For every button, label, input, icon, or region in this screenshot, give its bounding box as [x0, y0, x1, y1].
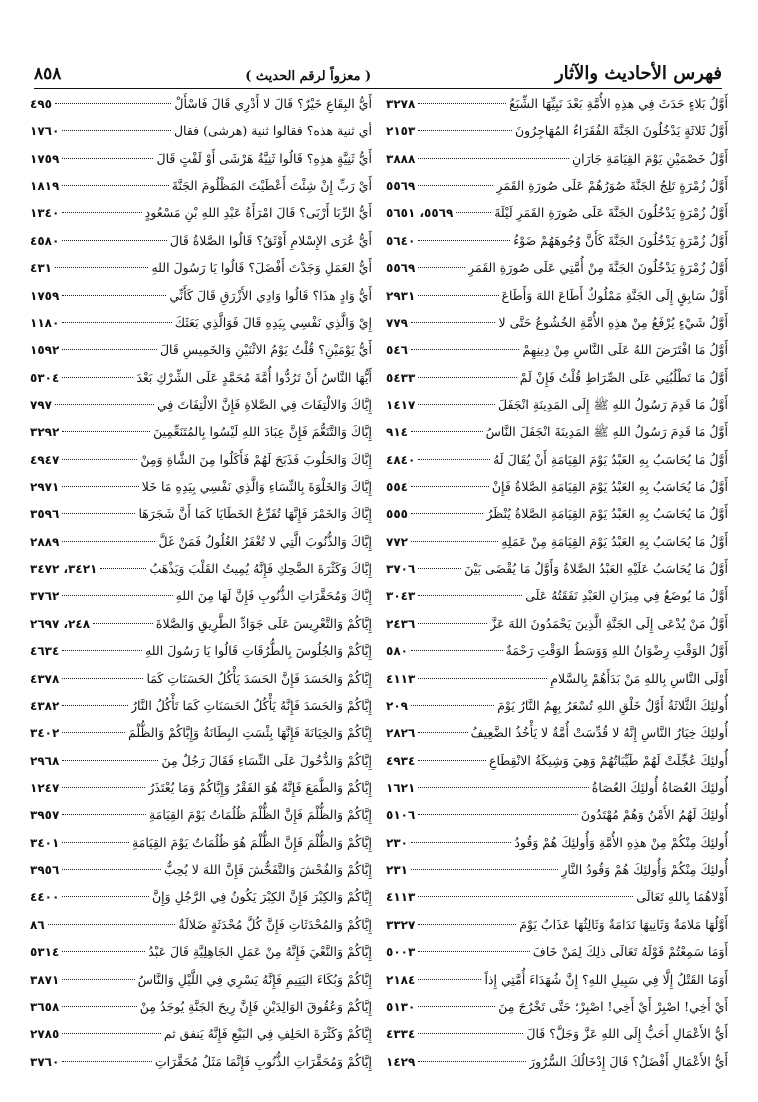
- entry-ref-number: ٥٦٤٠: [386, 233, 416, 248]
- entry-ref-number: ٤٣١: [30, 261, 52, 276]
- leader-dots: [62, 431, 150, 432]
- entry-text: أَوَّلُ بَلاءٍ حَدَثَ فِي هذِهِ الأُمَّةِ بَعْدَ نَبِيِّهَا الشِّبَعُ: [509, 96, 728, 111]
- leader-dots: [55, 267, 148, 268]
- leader-dots: [418, 377, 516, 378]
- entry-ref-number: ٥١٣٠: [386, 999, 416, 1014]
- entry-ref-number: ٥٣٠٤: [30, 370, 60, 385]
- index-entry: [386, 145, 728, 172]
- entry-ref-number: ٤٣٨٢: [30, 698, 60, 713]
- entry-text: أَيُّهَا النَّاسُ أَنْ تَرُدُّوا أُمَّةَ مُحَمَّدٍ عَلَى الشِّرْكِ بَعْدَ: [136, 369, 372, 385]
- entry-ref-number: ٣٧٦٠: [30, 1054, 60, 1069]
- page-header: [34, 58, 722, 89]
- entry-text: إِيَّاكُمْ وَبُكَاءَ اليَتِيمِ فَإِنَّهُ يَسْرِي فِي اللَّيْلِ وَالنَّاسُ: [137, 971, 372, 987]
- leader-dots: [418, 787, 589, 788]
- index-entry: [386, 309, 728, 336]
- entry-text: أُولئِكَ عُجِّلَتْ لَهُمْ طَيِّبَاتُهُمْ وَهِيَ وَشِيكَةُ الانْقِطَاعِ: [488, 752, 728, 768]
- entry-text: إِيَّاكُمْ وَكَثْرَةَ الحَلِفِ فِي البَيْعِ فَإِنَّهُ يَنفق ثم: [163, 1026, 372, 1042]
- index-columns: [30, 90, 728, 1075]
- entry-text: إِيَّاكُمْ وَالدُّخُولَ عَلَى النِّسَاءِ فَقَالَ رَجُلٌ مِنَ: [161, 752, 372, 768]
- index-entry: [30, 418, 372, 445]
- page-number: ٨٥٨: [34, 64, 62, 84]
- index-entry: [386, 637, 728, 664]
- leader-dots: [62, 240, 167, 241]
- index-entry: [386, 856, 728, 883]
- index-entry: [30, 90, 372, 117]
- entry-ref-number: ٥٤٣٣: [386, 370, 416, 385]
- index-entry: [386, 719, 728, 746]
- leader-dots: [62, 1061, 152, 1062]
- entry-ref-number: ٢٤٣٦: [386, 616, 416, 631]
- entry-text: أَوَمَا سَمِعْتُمْ قَوْلَهُ تَعَالَى ذلِكَ لِمَنْ خَافَ: [532, 944, 728, 960]
- leader-dots: [62, 212, 141, 213]
- index-entry: [30, 938, 372, 965]
- leader-dots: [62, 185, 168, 186]
- leader-dots: [418, 459, 490, 460]
- leader-dots: [55, 103, 171, 104]
- entry-ref-number: ٢٩٧١: [30, 480, 60, 495]
- index-entry: [386, 336, 728, 363]
- leader-dots: [418, 404, 495, 405]
- index-entry: [386, 117, 728, 144]
- entry-text: أَوَّلُ مَا قَدِمَ رَسُولُ اللهِ ﷺ المَدِينَةَ انْجَفَلَ النَّاسُ: [485, 424, 728, 440]
- entry-ref-number: ٤٩٥: [30, 97, 52, 111]
- leader-dots: [418, 924, 516, 925]
- entry-ref-number: ٧٩٧: [30, 397, 52, 412]
- leader-dots: [418, 240, 510, 241]
- index-entry: [386, 774, 728, 801]
- index-entry: [386, 418, 728, 445]
- entry-text: إِيَّاكَ وَالخَلْوَةَ بِالنِّسَاءِ وَالَّذِي نَفْسِي بِيَدِهِ مَا خَلا: [141, 479, 372, 495]
- leader-dots: [62, 869, 161, 870]
- entry-text: أَيْ رَبِّ إِنْ شِئْتَ أَعْطَيْتَ المَظْلُومَ الجَنَّةَ: [171, 178, 372, 194]
- entry-text: إِيَّاكُمْ وَالحَسَدَ فَإِنَّهُ يَأْكُلُ الحَسَنَاتِ كَمَا تَأْكُلُ النَّارُ: [130, 697, 372, 713]
- leader-dots: [418, 1061, 526, 1062]
- entry-text: أَوَّلُ سَابِقٍ إِلَى الجَنَّةِ مَمْلُوكٌ أَطَاعَ اللهَ وَأَطَاعَ: [501, 287, 728, 303]
- entry-ref-number: ١٧٥٩: [30, 151, 60, 166]
- leader-dots: [456, 212, 491, 213]
- entry-text: أَوَّلُ مَا تَطْلُبُنِي عَلَى الصِّرَاطِ قُلْتُ فَإِنْ لَمْ: [519, 369, 728, 385]
- leader-dots: [62, 951, 145, 952]
- index-entry: [30, 309, 372, 336]
- index-entry: [386, 555, 728, 582]
- entry-text: أَوَّلُهَا مَلامَةٌ وَثَانِيهَا نَدَامَةٌ وَثَالِثُهَا عَذَابٌ يَوْمَ: [519, 916, 728, 932]
- entry-text: أَيُّ الأَعْمَالِ أَفْضَلُ؟ قَالَ إِدْخَالُكَ السُّرُورَ: [529, 1053, 728, 1069]
- entry-ref-number: ١٤٢٩: [386, 1054, 416, 1069]
- entry-ref-number: ١٣٤٠: [30, 206, 60, 221]
- leader-dots: [62, 705, 128, 706]
- entry-text: أَيُّ ثَنِيَّةٍ هذِهِ؟ قَالُوا ثَنِيَّةُ هَرْشَى أَوْ لَفْتٍ قَالَ: [156, 150, 372, 166]
- leader-dots: [93, 623, 153, 624]
- leader-dots: [411, 869, 558, 870]
- entry-text: أَوَّلُ مَا يُحَاسَبُ بِهِ العَبْدُ يَوْمَ القِيَامَةِ أَنْ يُقَالَ لَهُ: [493, 451, 728, 467]
- entry-text: أَوَّلُ مَا يُحَاسَبُ بِهِ العَبْدُ يَوْمَ القِيَامَةِ الصَّلاةُ فَإِنْ: [491, 479, 728, 495]
- entry-text: أَوَّلُ مَنْ يُدْعَى إِلَى الجَنَّةِ الَّذِينَ يَحْمَدُونَ اللهَ عَزَّ: [490, 615, 728, 631]
- entry-text: أَوَّلُ مَا يُحَاسَبُ بِهِ العَبْدُ يَوْمَ القِيَامَةِ الصَّلاةُ يُنْظَرُ: [486, 506, 728, 522]
- entry-text: إِيَّاكَ وَمُحَقَّرَاتِ الذُّنُوبِ فَإِنَّ لَهَا مِنَ اللهِ: [175, 588, 372, 604]
- entry-ref-number: ٥٣١٤: [30, 945, 60, 960]
- entry-ref-number: ٢٨٨٩: [30, 534, 60, 549]
- entry-ref-number: ١٢٤٧: [30, 780, 60, 795]
- entry-text: أَوْلَى النَّاسِ بِاللهِ مَنْ بَدَأَهُمْ بِالسَّلامِ: [550, 670, 728, 686]
- index-entry: [386, 391, 728, 418]
- leader-dots: [100, 568, 146, 569]
- leader-dots: [62, 541, 155, 542]
- entry-ref-number: ٣٩٥٧: [30, 808, 60, 823]
- index-entry: [386, 254, 728, 281]
- entry-ref-number: ١٤١٧: [386, 397, 416, 412]
- leader-dots: [62, 595, 172, 596]
- entry-ref-number: ٩١٤: [386, 425, 408, 440]
- leader-dots: [418, 295, 498, 296]
- leader-dots: [62, 295, 166, 296]
- entry-text: أَوَّلُ مَا قَدِمَ رَسُولُ اللهِ ﷺ إِلَى المَدِينَةِ انْجَفَلَ: [498, 396, 728, 412]
- index-entry: [30, 364, 372, 391]
- leader-dots: [55, 404, 154, 405]
- leader-dots: [62, 486, 139, 487]
- entry-ref-number: ٣٧٠٦: [386, 562, 416, 577]
- entry-text: إِيَّاكُمْ وَالكِبْرَ فَإِنَّ الكِبْرَ يَكُونُ فِي الرَّجُلِ وَإِنَّ: [151, 889, 372, 905]
- entry-text: أُولئِكَ العُصَاةُ أُولئِكَ العُصَاةُ: [591, 779, 728, 795]
- entry-ref-number: ١٧٥٩: [30, 288, 60, 303]
- entry-ref-number: ٤٦٣٤: [30, 644, 60, 659]
- index-subtitle: ( معزواً لرقم الحديث ): [245, 69, 372, 84]
- entry-ref-number: ٣٢٩٢: [30, 425, 60, 440]
- leader-dots: [62, 322, 171, 323]
- leader-dots: [411, 705, 494, 706]
- leader-dots: [418, 103, 506, 104]
- entry-ref-number: ٣٧٦٢: [30, 589, 60, 604]
- leader-dots: [418, 979, 481, 980]
- index-entry: [386, 282, 728, 309]
- entry-text: إِيَّاكَ وَالتَّنَعُّمَ فَإِنَّ عِبَادَ اللهِ لَيْسُوا بِالمُتَنَعِّمِينَ: [153, 424, 372, 440]
- entry-ref-number: ٣٩٥٦: [30, 863, 60, 878]
- index-entry: [30, 199, 372, 226]
- entry-text: إِيَّاكُمْ وَالخِيَانَةَ فَإِنَّهَا بِئْسَتِ البِطَانَةُ وَإِيَّاكُمْ وَالظُّلْمَ: [128, 725, 372, 741]
- leader-dots: [48, 924, 176, 925]
- leader-dots: [418, 1006, 495, 1007]
- leader-dots: [62, 130, 171, 131]
- entry-ref-number: ٤٤٠٠: [30, 890, 60, 905]
- index-entry: [386, 227, 728, 254]
- index-entry: [30, 665, 372, 692]
- entry-text: إِيَّاكُمْ وَالتَّعْرِيسَ عَلَى جَوَادِّ الطَّرِيقِ وَالصَّلاةَ: [155, 615, 372, 631]
- entry-ref-number: ٣٠٤٣: [386, 589, 416, 604]
- index-entry: [30, 747, 372, 774]
- leader-dots: [411, 842, 511, 843]
- leader-dots: [62, 979, 134, 980]
- leader-dots: [62, 377, 133, 378]
- entry-ref-number: ١٥٩٢: [30, 343, 60, 358]
- index-entry: [30, 610, 372, 637]
- index-entry: [30, 336, 372, 363]
- entry-ref-number: ٤١١٣: [386, 671, 416, 686]
- leader-dots: [62, 1033, 161, 1034]
- index-entry: [386, 665, 728, 692]
- entry-text: أَوَّلُ خَصْمَيْنِ يَوْمَ القِيَامَةِ جَارَانِ: [571, 150, 728, 166]
- entry-text: أَوَّلُ الوَقْتِ رِضْوَانُ اللهِ وَوَسَطُ الوَقْتِ رَحْمَةٌ: [505, 643, 728, 659]
- index-entry: [30, 692, 372, 719]
- entry-ref-number: ٥١٠٦: [386, 808, 416, 823]
- entry-text: أَوَّلُ زُمْرَةٍ يَدْخُلُونَ الجَنَّةَ كَأَنَّ وُجُوهَهُمْ ضَوْءُ: [513, 232, 728, 248]
- leader-dots: [411, 349, 520, 350]
- leader-dots: [62, 732, 125, 733]
- entry-text: أَيْ أَخِي! اصْبِرْ أَيْ أَخِي! اصْبِرْ؛ حَتَّى تَخْرُجَ مِنَ: [498, 998, 728, 1014]
- entry-text: أَوَّلُ مَا افْتَرَضَ اللهُ عَلَى النَّاسِ مِنْ دِينِهِمْ: [522, 342, 728, 358]
- leader-dots: [418, 267, 465, 268]
- entry-ref-number: ٥٤٦: [386, 343, 408, 358]
- leader-dots: [418, 568, 461, 569]
- index-title: فهرس الأحاديث والآثار: [554, 63, 722, 84]
- entry-ref-number: ٧٧٩: [386, 315, 408, 330]
- index-entry: [30, 911, 372, 938]
- index-entry: [386, 883, 728, 910]
- leader-dots: [418, 623, 487, 624]
- index-entry: [386, 993, 728, 1020]
- index-entry: [30, 555, 372, 582]
- entry-ref-number: ٥٠٠٣: [386, 945, 416, 960]
- entry-ref-number: ٤٩٤٧: [30, 452, 60, 467]
- leader-dots: [62, 349, 157, 350]
- index-entry: [30, 637, 372, 664]
- entry-ref-number: ٣٨٧١: [30, 972, 60, 987]
- index-entry: [386, 582, 728, 609]
- entry-ref-number: ١١٨٠: [30, 315, 60, 330]
- entry-text: أَوَّلُ مَا يُحَاسَبُ عَلَيْهِ العَبْدُ الصَّلاةُ وَأَوَّلُ مَا يُقْضَى بَيْنَ: [464, 561, 728, 577]
- entry-ref-number: ٢٠٩: [386, 698, 408, 713]
- index-entry: [386, 1020, 728, 1047]
- entry-ref-number: ٤٣٣٤: [386, 1027, 416, 1042]
- entry-text: إِيَّاكَ وَالحَلُوبَ فَذَبَحَ لَهُمْ فَأَكَلُوا مِنَ الشَّاةِ وَمِنْ: [140, 451, 372, 467]
- index-entry: [30, 1020, 372, 1047]
- entry-ref-number: ٤١١٣: [386, 890, 416, 905]
- leader-dots: [62, 158, 153, 159]
- leader-dots: [62, 459, 137, 460]
- index-entry: [386, 364, 728, 391]
- entry-text: أُولئِكَ مِنْكُمْ وَأُولئِكَ هُمْ وَقُودُ النَّارِ: [561, 862, 728, 878]
- entry-ref-number: ٣٤٠١: [30, 835, 60, 850]
- entry-text: أَيُّ الأَعْمَالِ أَحَبُّ إِلَى اللهِ عَزَّ وَجَلَّ؟ قَالَ: [526, 1026, 728, 1042]
- entry-text: إِيْ وَالَّذِي نَفْسِي بِيَدِهِ قَالَ فَوَالَّذِي بَعَثَكَ: [174, 314, 372, 330]
- entry-text: أَيُّ عُرَى الإِسْلامِ أَوْثَقُ؟ قَالُوا الصَّلاةُ قَالَ: [169, 232, 372, 248]
- leader-dots: [62, 842, 129, 843]
- leader-dots: [411, 322, 495, 323]
- entry-text: إِيَّاكُمْ وَالحَسَدَ فَإِنَّ الحَسَدَ يَأْكُلُ الحَسَنَاتِ كَمَا: [146, 670, 372, 686]
- entry-text: أَوَّلُ مَا يُوضَعُ فِي مِيزَانِ العَبْدِ نَفَقَتُهُ عَلَى: [525, 588, 728, 604]
- index-entry: [30, 582, 372, 609]
- entry-ref-number: ١٦٢١: [386, 780, 416, 795]
- leader-dots: [418, 760, 486, 761]
- entry-text: إِيَّاكُمْ وَالطَّمَعَ فَإِنَّهُ هُوَ الفَقْرُ وَإِيَّاكُمْ وَمَا يُعْتَذَرُ: [148, 779, 372, 795]
- index-entry: [30, 966, 372, 993]
- index-entry: [386, 199, 728, 226]
- index-entry: [30, 117, 372, 144]
- entry-text: إِيَّاكُمْ وَالمُحْدَثَاتِ فَإِنَّ كُلَّ مُحْدَثَةٍ ضَلالَةٌ: [178, 916, 372, 932]
- entry-ref-number: ٥٥٥: [386, 507, 408, 522]
- entry-ref-number: ٢١٥٣: [386, 124, 416, 139]
- entry-text: إِيَّاكُمْ وَالفُحْشَ وَالتَّفَحُّشَ فَإِنَّ اللهَ لا يُحِبُّ: [164, 862, 372, 878]
- entry-text: أَوَّلُ ثَلاثَةٍ يَدْخُلُونَ الجَنَّةَ الفُقَرَاءُ المُهَاجِرُونَ: [514, 123, 728, 139]
- entry-ref-number: ١٧٦٠: [30, 124, 60, 139]
- entry-ref-number: ٣٢٧٨: [386, 97, 416, 111]
- leader-dots: [411, 650, 503, 651]
- leader-dots: [62, 650, 142, 651]
- leader-dots: [411, 486, 489, 487]
- entry-ref-number: ١٨١٩: [30, 179, 60, 194]
- index-entry: [386, 938, 728, 965]
- leader-dots: [418, 732, 467, 733]
- index-entry: [30, 801, 372, 828]
- index-entry: [30, 391, 372, 418]
- entry-text: أُولئِكَ مِنْكُمْ مِنْ هذِهِ الأُمَّةِ وَأُولئِكَ هُمْ وَقُودُ: [514, 834, 728, 850]
- entry-text: إِيَّاكُمْ وَعُقُوقَ الوَالِدَيْنِ فَإِنَّ رِيحَ الجَنَّةِ يُوجَدُ مِنْ: [139, 998, 372, 1014]
- leader-dots: [418, 951, 530, 952]
- entry-ref-number: ٣٥٩٦: [30, 507, 60, 522]
- entry-ref-number: ٤٨٤٠: [386, 452, 416, 467]
- leader-dots: [411, 541, 498, 542]
- entry-text: أَوَّلُ مَا يُحَاسَبُ بِهِ العَبْدُ يَوْمَ القِيَامَةِ مِنْ عَمَلِهِ: [501, 533, 728, 549]
- entry-ref-number: ٥٥٤: [386, 480, 408, 495]
- entry-text: إِيَّاكَ وَالخَمْرَ فَإِنَّهَا تُفَرِّعُ الخَطَايَا كَمَا أَنَّ شَجَرَهَا: [138, 506, 372, 522]
- entry-ref-number: ٣٣٢٧: [386, 917, 416, 932]
- index-entry: [30, 227, 372, 254]
- entry-ref-number: ٥٨٠: [386, 644, 408, 659]
- index-entry: [30, 145, 372, 172]
- index-entry: [386, 801, 728, 828]
- entry-text: أُولئِكَ لَهُمُ الأَمْنُ وَهُمْ مُهْتَدُونَ: [580, 807, 728, 823]
- entry-ref-number: ٣٤٠٢: [30, 726, 60, 741]
- index-entry: [30, 719, 372, 746]
- index-entry: [30, 500, 372, 527]
- leader-dots: [418, 595, 522, 596]
- entry-ref-number: ٢٨٢٦: [386, 726, 416, 741]
- index-entry: [30, 172, 372, 199]
- leader-dots: [62, 896, 149, 897]
- entry-ref-number: ٧٧٢: [386, 534, 408, 549]
- leader-dots: [418, 185, 493, 186]
- entry-ref-number: ٣٤٢١، ٣٤٧٢: [30, 562, 98, 577]
- index-entry: [386, 172, 728, 199]
- entry-text: إِيَّاكَ وَالالْتِفَاتَ فِي الصَّلاةِ فَإِنَّ الالْتِفَاتَ فِي: [157, 396, 372, 412]
- entry-text: أَيُّ وَادٍ هذَا؟ قَالُوا وَادِي الأَزْرَقِ قَالَ كَأَنِّي: [169, 287, 372, 303]
- entry-text: إِيَّاكَ وَكَثْرَةَ الضَّحِكِ فَإِنَّهُ يُمِيتُ القَلْبَ وَيَذْهَبُ: [149, 561, 372, 577]
- entry-ref-number: ٢٧٨٥: [30, 1027, 60, 1042]
- entry-text: إِيَّاكُمْ وَالظُّلْمَ فَإِنَّ الظُّلْمَ ظُلُمَاتٌ يَوْمَ القِيَامَةِ: [148, 807, 372, 823]
- entry-text: إِيَّاكَ وَالذُّنُوبَ الَّتِي لا تُغْفَرُ الغُلُولُ فَمَنْ غَلَّ: [158, 533, 372, 549]
- leader-dots: [411, 431, 483, 432]
- index-entry: [30, 883, 372, 910]
- leader-dots: [418, 130, 512, 131]
- index-entry: [386, 473, 728, 500]
- right-column: [386, 90, 728, 1075]
- leader-dots: [62, 760, 158, 761]
- entry-text: أَوَّلُ زُمْرَةٍ يَدْخُلُونَ الجَنَّةَ عَلَى صُورَةِ القَمَرِ لَيْلَةَ: [494, 205, 728, 221]
- entry-text: أَوَّلُ زُمْرَةٍ تَلِجُ الجَنَّةَ صُوَرُهُمْ عَلَى صُورَةِ القَمَرِ: [496, 178, 728, 194]
- index-entry: [386, 446, 728, 473]
- leader-dots: [418, 896, 633, 897]
- index-entry: [386, 911, 728, 938]
- entry-text: أَيُّ العَمَلِ وَجَدْتَ أَفْضَلَ؟ قَالُوا يَا رَسُولَ اللهِ: [151, 260, 372, 276]
- entry-text: أَيُّ الرِّبَا أَرْبَى؟ قَالَ امْرَأَةُ عَبْدِ اللهِ بْنِ مَسْعُودٍ: [144, 205, 372, 221]
- entry-text: أَوْلاهُمَا بِاللهِ تَعَالَى: [636, 889, 728, 905]
- leader-dots: [418, 158, 569, 159]
- entry-ref-number: ٢١٨٤: [386, 972, 416, 987]
- entry-ref-number: ٢٩٦٨: [30, 753, 60, 768]
- index-entry: [386, 90, 728, 117]
- index-entry: [30, 993, 372, 1020]
- entry-text: إِيَّاكُمْ وَالنَّعْيَ فَإِنَّهُ مِنْ عَمَلِ الجَاهِلِيَّةِ قَالَ عَبْدُ: [148, 944, 372, 960]
- entry-text: إِيَّاكُمْ وَالظُّلْمَ فَإِنَّ الظُّلْمَ هُوَ ظُلُمَاتٌ يَوْمَ القِيَامَةِ: [131, 834, 372, 850]
- entry-text: أَوَّلُ شَيْءٍ يُرْفَعُ مِنْ هذِهِ الأُمَّةِ الخُشُوعُ حَتَّى لا: [498, 314, 728, 330]
- entry-text: إِيَّاكُمْ وَالجُلُوسَ بِالطُّرُقَاتِ قَالُوا يَا رَسُولَ اللهِ: [145, 643, 372, 659]
- entry-text: أَيُّ يَوْمَيْنِ؟ قُلْتُ يَوْمُ الاثْنَيْنِ وَالخَمِيسِ قَالَ: [159, 342, 372, 358]
- entry-text: أُولئِكَ خِيَارُ النَّاسِ إِنَّهُ لا قُدِّسَتْ أُمَّةٌ لا يَأْخُذُ الضَّعِيفُ: [470, 725, 728, 741]
- index-entry: [386, 692, 728, 719]
- entry-text: أي ثنية هذه؟ فقالوا ثنية (هرشى) فقال: [173, 123, 372, 139]
- entry-ref-number: ٥٥٦٩: [386, 179, 416, 194]
- entry-ref-number: ٥٥٦٩: [386, 261, 416, 276]
- entry-text: أَوَمَا القَتْلُ إِلَّا فِي سَبِيلِ اللهِ؟ إِنَّ شُهَدَاءَ أُمَّتِي إِذاً: [484, 971, 728, 987]
- entry-ref-number: ٤٣٧٨: [30, 671, 60, 686]
- entry-text: أُولئِكَ الثَّلاثَةُ أَوَّلُ خَلْقِ اللهِ تُسْعَرُ بِهِمُ النَّارُ يَوْمَ: [497, 697, 728, 713]
- entry-ref-number: ٢٣٠: [386, 835, 408, 850]
- entry-ref-number: ٢٣١: [386, 863, 408, 878]
- index-entry: [30, 829, 372, 856]
- leader-dots: [62, 1006, 137, 1007]
- index-entry: [386, 500, 728, 527]
- index-entry: [386, 966, 728, 993]
- leader-dots: [62, 678, 143, 679]
- index-entry: [30, 1048, 372, 1075]
- left-column: [30, 90, 372, 1075]
- entry-ref-number: ٢٩٣١: [386, 288, 416, 303]
- index-entry: [386, 610, 728, 637]
- entry-text: إِيَّاكُمْ وَمُحَقَّرَاتِ الذُّنُوبِ فَإِنَّمَا مَثَلُ مُحَقَّرَاتِ: [154, 1053, 372, 1069]
- leader-dots: [418, 678, 547, 679]
- entry-text: أَوَّلُ زُمْرَةٍ يَدْخُلُونَ الجَنَّةَ مِنْ أُمَّتِي عَلَى صُورَةِ القَمَرِ: [468, 260, 728, 276]
- entry-ref-number: ٢٤٨، ٢٦٩٧: [30, 616, 91, 631]
- leader-dots: [411, 513, 483, 514]
- leader-dots: [62, 513, 135, 514]
- leader-dots: [418, 814, 578, 815]
- index-entry: [30, 282, 372, 309]
- index-entry: [386, 747, 728, 774]
- index-entry: [386, 528, 728, 555]
- leader-dots: [62, 787, 145, 788]
- entry-ref-number: ٨٦: [30, 917, 45, 932]
- entry-text: أَيُّ البِقَاعِ خَيْرٌ؟ قَالَ لا أَدْرِي قَالَ فَاسْأَلْ: [174, 96, 372, 111]
- index-entry: [30, 254, 372, 281]
- entry-ref-number: ٥٥٦٩، ٥٦٥١: [386, 206, 454, 221]
- index-entry: [386, 1048, 728, 1075]
- entry-ref-number: ٣٦٥٨: [30, 999, 60, 1014]
- index-entry: [30, 446, 372, 473]
- index-entry: [30, 856, 372, 883]
- leader-dots: [418, 1033, 523, 1034]
- entry-ref-number: ٤٥٨٠: [30, 233, 60, 248]
- entry-ref-number: ٤٩٣٤: [386, 753, 416, 768]
- index-entry: [30, 528, 372, 555]
- leader-dots: [62, 814, 146, 815]
- index-entry: [30, 473, 372, 500]
- index-entry: [386, 829, 728, 856]
- index-entry: [30, 774, 372, 801]
- entry-ref-number: ٣٨٨٨: [386, 151, 416, 166]
